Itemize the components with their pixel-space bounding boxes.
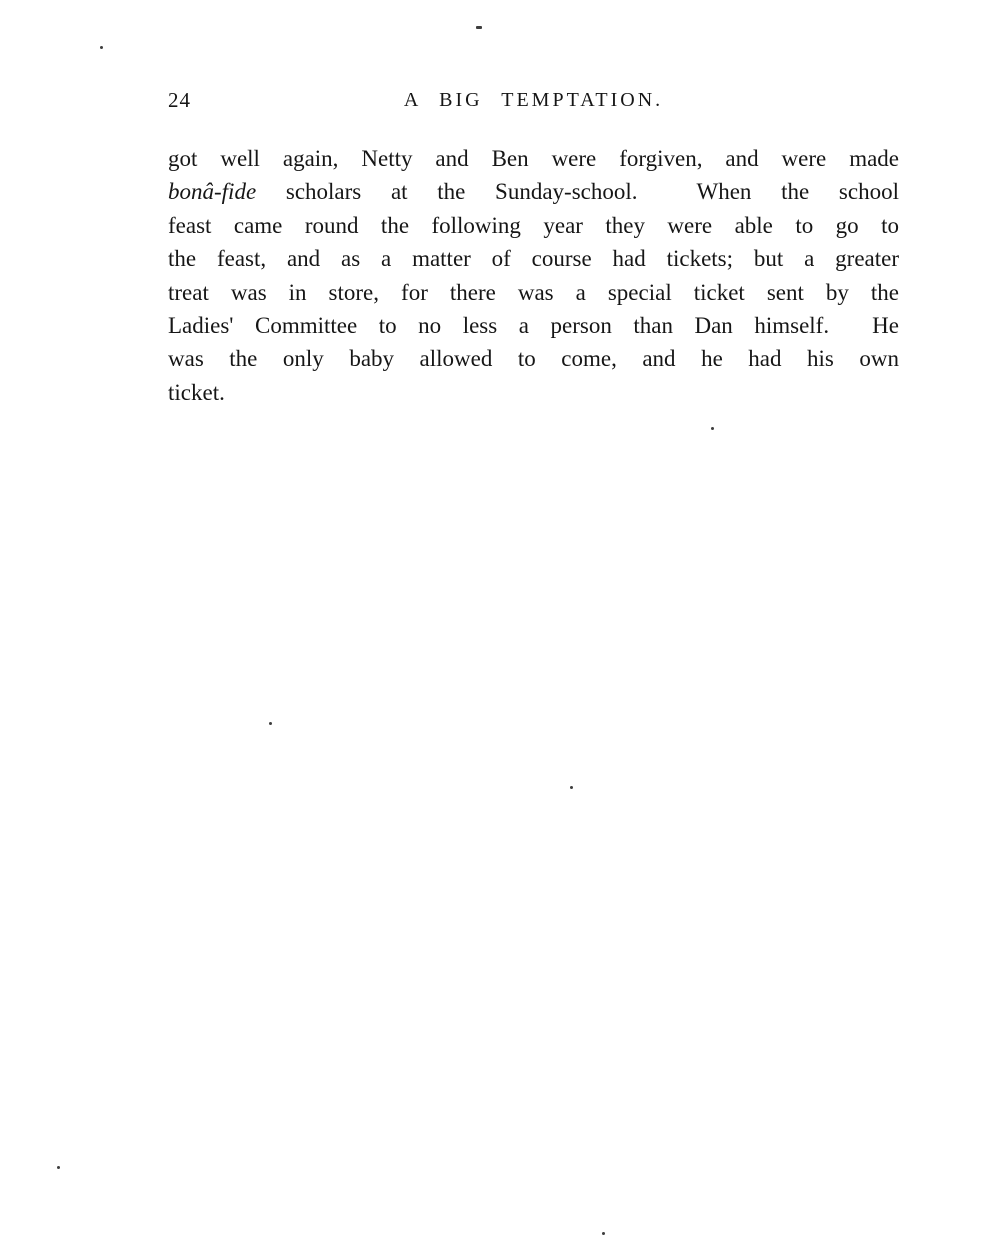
paragraph-line: the feast, and as a matter of course had tickets; but a greater <box>168 246 899 272</box>
page-number: 24 <box>168 88 191 112</box>
running-head-title: A BIG TEMPTATION. <box>403 89 664 111</box>
paragraph-line-text: scholars at the Sunday-school. When the school <box>256 179 899 205</box>
paragraph-line: feast came round the following year they were able to go to <box>168 212 899 238</box>
paragraph-line: ticket. <box>168 379 225 405</box>
page-header <box>168 86 899 114</box>
scan-speck <box>476 26 482 29</box>
paragraph-block <box>168 142 899 409</box>
paragraph-line: got well again, Netty and Ben were forgiven, and were made <box>168 146 899 171</box>
scan-speck <box>602 1232 605 1235</box>
scan-speck <box>269 722 272 725</box>
paragraph-line: treat was in store, for there was a special ticket sent by the <box>168 279 899 305</box>
paragraph-line: Ladies' Committee to no less a person than Dan himself. He <box>168 312 899 338</box>
scan-speck <box>57 1166 60 1169</box>
scan-speck <box>100 46 103 49</box>
scan-speck <box>570 786 573 789</box>
italic-phrase: bonâ-fide <box>168 179 257 205</box>
paragraph-line: was the only baby allowed to come, and he had his own <box>168 346 899 372</box>
scan-speck <box>711 427 714 430</box>
paragraph-line <box>168 175 899 208</box>
